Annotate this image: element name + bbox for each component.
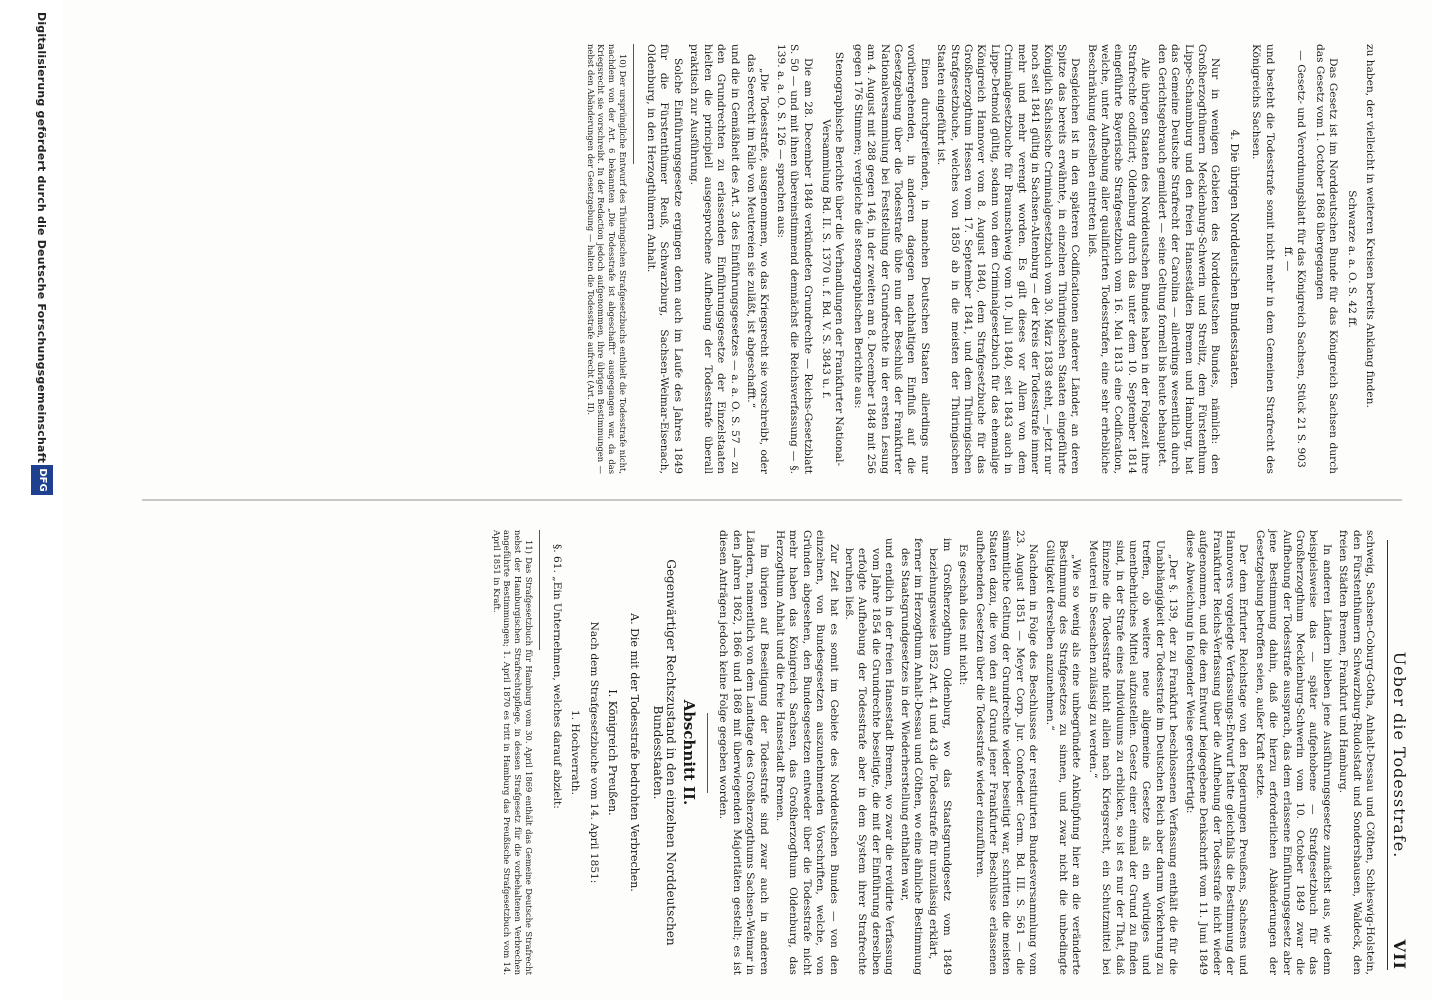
paragraph: In anderen Ländern blieben jene Ausführungsgesetze zunächst aus, wie denn beispielsweise das — später aufgehobene — Strafgesetzbuch für das Großherzogthum Mecklenburg-Schwerin vom 10. October 1849 zwar die Aufhebung der Todesstrafe aussprach, das dem erlassene Einführungsgesetz aber jene Bestimmung dahin, daß die hierzu erforderlichen Abänderungen der Gesetzgebung betroffen seien, außer Kraft setzte.	[1253, 530, 1333, 975]
paragraph: §. 61. „Ein Unternehmen, welches darauf abzielt:	[551, 544, 564, 809]
paragraph: Der dem Erfurter Reichstage von den Regierungen Preußens, Sachsens und Hannovers vorgelegte Verfassungs-Entwurf hatte gleichfalls die Bestimmung der Frankfurter Reichs-Verfassung über die Aufhebung der Todesstrafe nicht wieder aufgenommen, und die dem Entwurf beigegebene Denkschrift vom 11. Juni 1849 diese Abweichung in folgender Weise gerechtfertigt:	[1183, 530, 1250, 975]
paragraph: Einen durchgreifenden, in manchen Deutschen Staaten allerdings nur vorübergehenden, in anderen dagegen nachhaltigen Einfluß auf die Gesetzgebung über die Todesstrafe übte nun der Beschluß der Frankfurter Nationalversammlung bei Feststellung der Grundrechte in der ersten Lesung am 4. August mit 288 gegen 146, in der zweiten am 8. December 1848 mit 256 gegen 176 Stimmen; vergleiche die stenographischen Berichte aus:	[851, 44, 931, 474]
quotation: „Die Todesstrafe, ausgenommen, wo das Kriegsrecht sie vorschreibt, oder das Seerecht im Falle von Meutereien sie zuläßt, ist abgeschafft.“	[744, 54, 771, 474]
subsection-heading: I. Königreich Preußen.	[606, 689, 620, 816]
list-item: und endlich in der freien Hansestadt Bremen, wo zwar die revidirte Verfassung vom Jahre 1854 die Grundrechte beseitigte, die mit der Einführung derselben erfolgte Aufhebung der Todesstrafe aber in dem System ihrer Strafrechte beruhen ließ.	[842, 538, 896, 975]
paragraph: Desgleichen ist in den späteren Codificationen anderer Länder, an deren Spitze das bereits erwähnte, in einzelnen Thüringischen Staaten eingeführte Königlich Sächsische Criminalgesetzbuch vom 30. März 1838 steht, — jetzt nur noch seit 1841 gültig in Sachsen-Altenburg — der Kreis der Todesstrafe immer mehr und mehr verengt worden. Es gilt dieses vor Allem von dem Criminalgesetzbuche für Braunschweig vom 10. Juli 1840, seit 1843 auch in Lippe-Detmold gültig, sodann von dem Criminalgesetzbuch für das ehemalige Königreich Hannover vom 8. August 1840, dem Strafgesetzbuche für das Großherzogthum Hessen vom 17. September 1841, und dem Thüringischen Strafgesetzbuche, welches von 1850 ab in die meisten der Thüringischen Staaten eingeführt ist.	[935, 44, 1082, 474]
footnote-divider	[633, 44, 634, 164]
footnote: 11) Das Strafgesetzbuch für Hamburg vom 30. April 1869 enthält das Gemeine Deutsche Strafrecht nebst der Hamburgischen Strafrechtspflege, in dessen Strafgesetz für die vorbehaltenen Verbrechen angeführte Bestimmungen; 1. April 1870 es tritt in Hamburg das Preußische Strafgesetzbuch vom 14. April 1851 in Kraft.	[491, 530, 534, 975]
page-number: VII	[1390, 939, 1409, 970]
footnote: 10) Der ursprüngliche Entwurf des Thüringischen Strafgesetzbuchs enthielt die Todesstrafe nicht, nachdem von der Art. 6 bekannten „Die Todesstrafe ist abgeschafft“ ausgegangen war, da das Kriegsrecht sie vorschreibt. In der Redaction jedoch aufgenommen, ihre übrigen Bestimmungen — nebst den Abänderungen der Gesetzgebung — halten die Todesstrafe aufrecht (Art. II).	[585, 44, 628, 474]
section-divider	[707, 713, 708, 793]
paragraph: Alle übrigen Staaten des Norddeutschen Bundes haben in der Folgezeit ihre Strafrechte codificirt; Oldenburg durch das unter dem 10. September 1814 eingeführte Bayerische Strafgesetzbuch vom 16. Mai 1813 eine Codification, welche, unter Aufhebung aller qualificirten Todesstrafen, eine sehr erhebliche Beschränkung derselben eintreten ließ.	[1085, 44, 1152, 474]
running-head	[1387, 540, 1414, 970]
subsection-heading: 4. Die übrigen Norddeutschen Bundesstaaten.	[1227, 129, 1241, 389]
citation-line: Schwarze a. a. O. S. 42 ff.	[1345, 190, 1358, 328]
item-heading: 1. Hochverrath.	[569, 710, 582, 795]
paragraph: Die am 28. December 1848 verkündeten Grundrechte — Reichs-Gesetzblatt S. 50 — und mit ihnen übereinstimmend demnächst die Reichsverfassung — §. 139. a. a. O. S. 126 — sprachen aus:	[774, 44, 814, 474]
paragraph: Im übrigen auf Beseitigung der Todesstrafe sind zwar auch in anderen Ländern, namentlich von dem Landtage des Großherzogthums Sachsen-Weimar in den Jahren 1862, 1866 und 1868 mit überwiegenden Majoritäten gestellt; es ist diesen Anträgen jedoch keine Folge gegeben worden.	[717, 530, 770, 975]
paragraph: Zur Zeit hat es somit im Gebiete des Norddeutschen Bundes — von den einzelnen, von Bundesgesetzen auszunehmenden Vorschriften, welche, von Gründen abgesehen, den Bundesgesetzen entweder über die Todesstrafe nicht mehr haben das Königreich Sachsen, das Großherzogthum Oldenburg, das Herzogthum Anhalt und die freie Hansestadt Bremen.	[773, 530, 840, 975]
left-page	[142, 0, 1432, 500]
citation-block: Stenographische Berichte über die Verhandlungen der Frankfurter National-Versammlung Bd. II. S. 1370 u. f. Bd. V. S. 3843 u. f.	[819, 51, 846, 467]
paragraph: Solche Einführungsgesetze ergingen denn auch im Laufe des Jahres 1849 für die Fürstenthümer Reuß, Schwarzburg, Sachsen-Weimar-Eisenach, Oldenburg, in den Herzogthümern Anhalt.	[645, 44, 684, 474]
paragraph: und besteht die Todesstrafe somit nicht mehr in dem Gemeinen Strafrecht des Königreichs Sachsen.	[1250, 44, 1276, 474]
quotation: „Der §. 139, der zu Frankfurt beschlossenen Verfassung enthält die für die Unabhängigkeit der Todesstrafe im Deutschen Reich aber darum Vorkehrung zu treffen, ob weitere neue allgemeine Gesetze als ein würdiges und unentbehrliches Mittel aufzustellen. Gesetz einer einmal der Grund zu finden sind, in der Strafe eines Individuums zu erblicken, so ist es nur der That, daß Einzelne die Todesstrafe nicht allein nach Kriegsrecht, ein Schutzmittel bei Meuterei in Seesachen zulässig zu werden.“	[1086, 540, 1180, 975]
paragraph: Nur in wenigen Gebieten des Norddeutschen Bundes, nämlich: den Großherzogthümern Mecklenburg-Schwerin und Strelitz, dem Fürstenthum Lippe-Schaumburg und den freien Hansestädten Bremen und Hamburg, hat das Gemeine Deutsche Strafrecht der Carolina — allerdings wesentlich durch den Gerichtsgebrauch gemildert — seine Geltung formell bis heute behauptet.	[1155, 44, 1222, 474]
footnote-divider	[539, 530, 540, 650]
section-heading: Abschnitt II.	[679, 699, 698, 806]
section-subtitle: Gegenwärtiger Rechtszustand in den einzelnen Norddeutschen Bundesstaaten.	[651, 559, 679, 946]
paragraph: Nachdem in Folge des Beschlusses der restituirten Bundesversammlung vom 23. August 1851 — Meyer Corp. Jur. Confoeder. Germ. Bd. III. S. 561 — die sämmtliche Geltung der Grundrechte wieder beseitigt war, schritten die meisten Staaten dazu, die von den auf Grund jener Frankfurter Beschlüsse erlassenen aufhebenden Gesetzen über die Todesstrafe wieder einzuführen.	[973, 530, 1040, 975]
right-page	[142, 500, 1432, 1000]
paragraph: Es geschah dies mit nicht:	[957, 544, 970, 686]
dfg-logo: DFG	[31, 465, 53, 495]
subsection-heading: A. Die mit der Todesstrafe bedrohten Verbrechen.	[627, 613, 641, 892]
credit-strip	[0, 0, 62, 1000]
list-item: ferner im Herzogthum Anhalt-Dessau und Cöthen, wo eine ähnliche Bestimmung des Staatsgrundgesetzes in der Wiederherstellung enthalten war,	[898, 538, 924, 975]
digitization-credit: Digitalisierung gefördert durch die Deutsche Forschungsgemeinschaft	[35, 12, 48, 464]
list-item: im Großherzogthum Oldenburg, wo das Staatsgrundgesetz vom 1849 beziehungsweise 1852 Art. 41 und 43 die Todesstrafe für unzulässig erklärt,	[927, 538, 953, 975]
citation-line: — Gesetz- und Verordnungsblatt für das Königreich Sachsen, Stück 21 S. 903 ff. —	[1281, 50, 1308, 468]
paragraph: Das Gesetz ist im Norddeutschen Bunde für das Königreich Sachsen durch das Gesetz vom 1. October 1868 übergegangen	[1313, 44, 1340, 474]
paragraph: und die in Gemäßheit des Art. 3 des Einführungsgesetzes — a. a. O. S. 57 — zu den Grundrechten zu erlassenden Einführungsgesetze der Einzelstaaten hielten die principiell ausgesprochene Aufhebung der Todesstrafe überall praktisch zur Ausführung.	[688, 44, 741, 474]
statute-line: Nach dem Strafgesetzbuche vom 14. April 1851:	[587, 621, 600, 884]
top-fragment: zu haben, der vielleicht in weiteren Kreisen bereits Anklang finden.	[1364, 44, 1376, 408]
right-text-column	[489, 530, 1376, 975]
paragraph: schweig, Sachsen-Coburg-Gotha, Anhalt-Dessau und Cöthen, Schleswig-Holstein, den Fürstenthümern Schwarzburg-Rudolstadt und Sondershausen, Waldeck, den freien Städten Bremen, Frankfurt und Hamburg.	[1337, 530, 1376, 975]
running-title: Ueber die Todesstrafe.	[1390, 651, 1409, 859]
left-text-column	[583, 44, 1376, 474]
quotation: „Wie so wenig als eine unbegründete Anknüpfung hier an die veränderte Bestimmung des Strafgesetzes zu sinnen, und zwar nicht die unbedingte Gültigkeit derselben anzunehmen.“	[1043, 540, 1083, 975]
